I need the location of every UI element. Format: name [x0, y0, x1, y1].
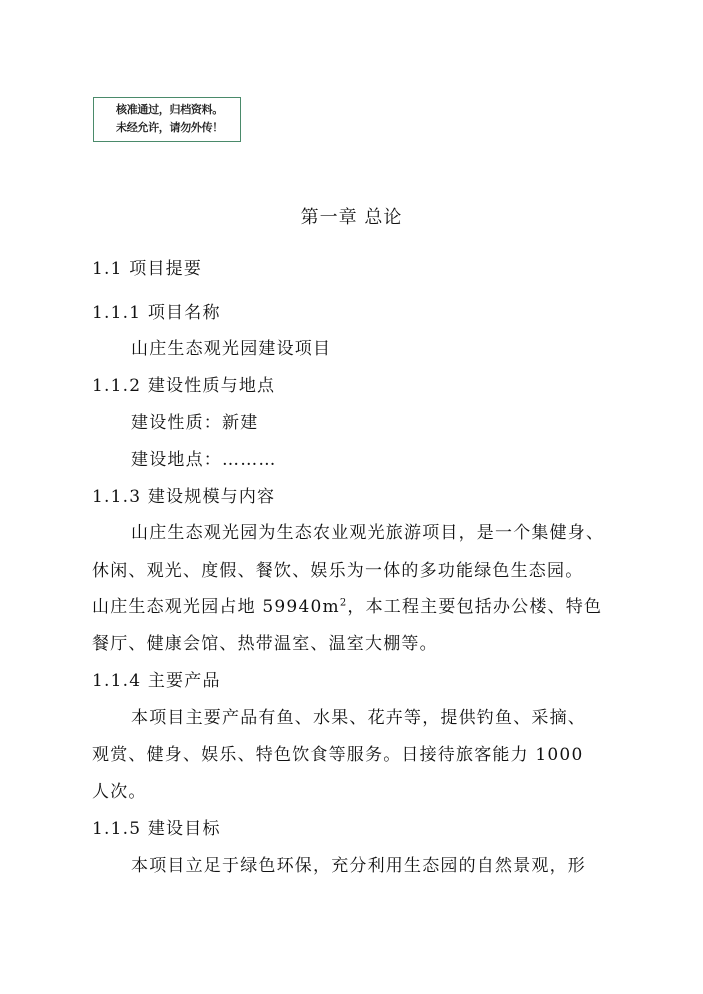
scale-paragraph-line-2: 休闲、观光、度假、餐饮、娱乐为一体的多功能绿色生态园。 [92, 561, 584, 581]
scale-paragraph-line-4: 餐厅、健康会馆、热带温室、温室大棚等。 [92, 634, 438, 654]
scale-line-3-part-a: 山庄生态观光园占地 59940m [92, 597, 340, 617]
scale-paragraph-line-3 [92, 596, 602, 618]
section-heading-1-1-4: 1.1.4 主要产品 [92, 671, 221, 691]
scale-line-3-part-b: ，本工程主要包括办公楼、特色 [347, 597, 603, 617]
construction-location-text: 建设地点：……… [131, 450, 277, 470]
stamp-line-2: 未经允许，请勿外传！ [116, 121, 223, 134]
scale-paragraph-line-1: 山庄生态观光园为生态农业观光旅游项目，是一个集健身、 [131, 523, 605, 543]
goal-paragraph-line-1: 本项目立足于绿色环保，充分利用生态园的自然景观，形 [131, 856, 586, 876]
product-paragraph-line-2: 观赏、健身、娱乐、特色饮食等服务。日接待旅客能力 1000 [92, 745, 584, 765]
section-heading-1-1-1: 1.1.1 项目名称 [92, 303, 221, 323]
area-superscript: 2 [339, 597, 348, 609]
section-heading-1-1-5: 1.1.5 建设目标 [92, 819, 221, 839]
stamp-line-1: 核准通过，归档资料。 [116, 103, 223, 116]
product-paragraph-line-3: 人次。 [92, 782, 147, 802]
chapter-title: 第一章 总论 [300, 207, 403, 228]
archive-stamp [93, 97, 241, 142]
construction-nature-text: 建设性质：新建 [131, 413, 259, 433]
project-name-text: 山庄生态观光园建设项目 [131, 339, 332, 359]
section-heading-1-1-2: 1.1.2 建设性质与地点 [92, 376, 276, 396]
section-heading-1-1: 1.1 项目提要 [92, 259, 203, 279]
section-heading-1-1-3: 1.1.3 建设规模与内容 [92, 487, 276, 507]
product-paragraph-line-1: 本项目主要产品有鱼、水果、花卉等，提供钓鱼、采摘、 [131, 708, 586, 728]
